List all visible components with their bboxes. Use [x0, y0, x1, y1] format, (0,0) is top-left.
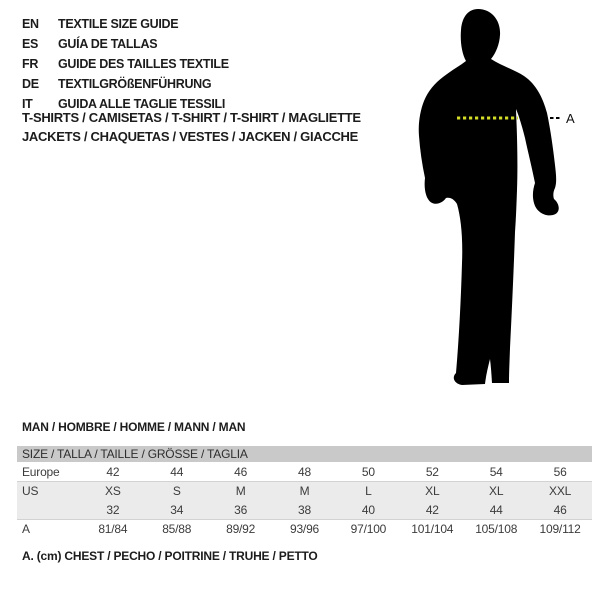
- man-silhouette-figure: [405, 8, 580, 393]
- table-cell: 40: [361, 502, 375, 517]
- language-guide-list: [22, 14, 229, 114]
- category-line-jackets: JACKETS / CHAQUETAS / VESTES / JACKEN / GIACCHE: [22, 129, 358, 144]
- section-title-man: MAN / HOMBRE / HOMME / MANN / MAN: [22, 420, 246, 434]
- language-code: DE: [22, 77, 39, 91]
- table-cell: 50: [361, 464, 375, 479]
- table-cell: XS: [105, 484, 121, 498]
- table-cell: 52: [425, 464, 439, 479]
- table-cell: XL: [425, 484, 440, 498]
- table-cell: 93/96: [289, 522, 320, 536]
- chest-measure-footnote: A. (cm) CHEST / PECHO / POITRINE / TRUHE / PETTO: [22, 549, 318, 563]
- table-cell: 44: [489, 502, 503, 517]
- table-cell: 42: [106, 464, 120, 479]
- table-cell: 34: [170, 502, 184, 517]
- language-code: EN: [22, 17, 39, 31]
- table-cell: S: [172, 484, 181, 498]
- table-cell: 105/108: [475, 522, 518, 536]
- garment-categories: [22, 108, 361, 146]
- language-label: GUÍA DE TALLAS: [58, 37, 158, 51]
- row-label: Europe: [22, 464, 60, 479]
- table-cell: 36: [234, 502, 248, 517]
- language-code: ES: [22, 37, 39, 51]
- table-cell: 42: [425, 502, 439, 517]
- row-label: A: [22, 522, 30, 536]
- size-table-header-label: SIZE / TALLA / TAILLE / GRÖSSE / TAGLIA: [22, 447, 248, 461]
- table-row-a-chest: [17, 519, 592, 538]
- language-code: IT: [22, 97, 33, 111]
- table-cell: 85/88: [162, 522, 192, 536]
- table-cell: 101/104: [411, 522, 454, 536]
- table-cell: XXL: [549, 484, 572, 498]
- measure-label-a: A: [566, 111, 575, 126]
- table-row-us: [17, 481, 592, 500]
- table-cell: 46: [553, 502, 567, 517]
- table-cell: 38: [298, 502, 311, 517]
- row-label: US: [22, 484, 39, 498]
- table-row-numeric: [17, 500, 592, 519]
- language-label: TEXTILGRÖßENFÜHRUNG: [58, 77, 212, 91]
- size-table-header: [17, 446, 592, 462]
- language-row-en: [22, 14, 229, 34]
- table-cell: 109/112: [539, 522, 581, 536]
- table-cell: 46: [234, 464, 248, 479]
- language-label: GUIDA ALLE TAGLIE TESSILI: [58, 97, 226, 111]
- table-cell: 44: [170, 464, 184, 479]
- table-cell: 89/92: [226, 522, 256, 536]
- language-code: FR: [22, 57, 39, 71]
- language-row-de: [22, 74, 229, 94]
- language-label: GUIDE DES TAILLES TEXTILE: [58, 57, 229, 71]
- man-silhouette: [419, 9, 559, 385]
- table-cell: L: [365, 484, 372, 498]
- category-line-tshirts: T-SHIRTS / CAMISETAS / T-SHIRT / T-SHIRT / MAGLIETTE: [22, 110, 361, 125]
- table-cell: M: [235, 484, 246, 498]
- language-row-fr: [22, 54, 229, 74]
- table-cell: 54: [489, 464, 503, 479]
- table-cell: 48: [298, 464, 311, 479]
- table-cell: 97/100: [350, 522, 387, 536]
- language-row-es: [22, 34, 229, 54]
- table-cell: XL: [489, 484, 504, 498]
- table-cell: M: [299, 484, 310, 498]
- table-cell: 56: [553, 464, 567, 479]
- size-table: [17, 446, 592, 538]
- language-label: TEXTILE SIZE GUIDE: [58, 17, 179, 31]
- table-cell: 32: [106, 502, 120, 517]
- table-row-europe: [17, 462, 592, 481]
- table-cell: 81/84: [98, 522, 128, 536]
